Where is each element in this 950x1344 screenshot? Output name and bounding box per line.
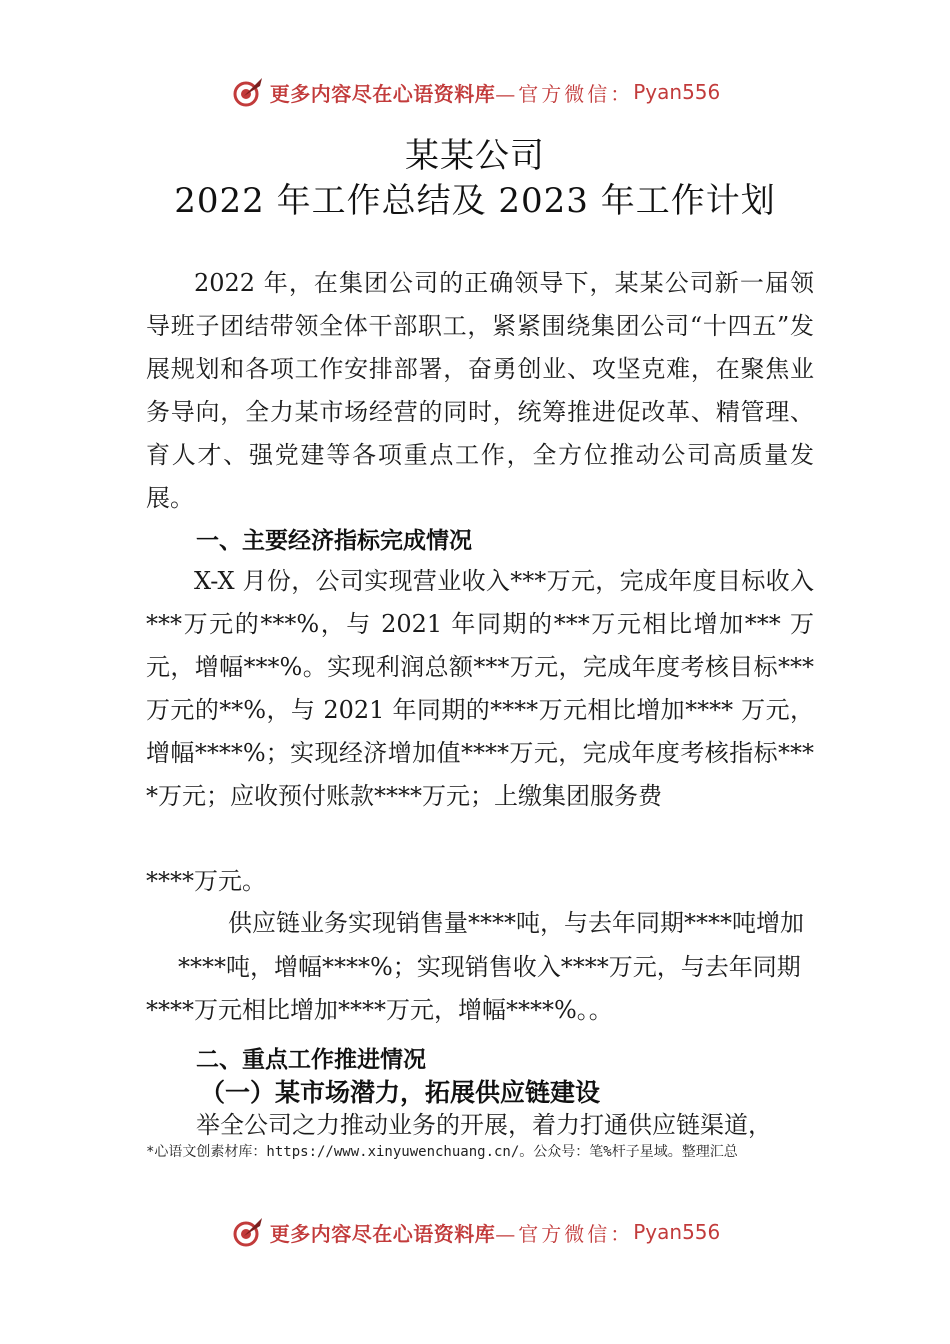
supply-line-2: ****吨，增幅****%；实现销售收入****万元，与去年同期 bbox=[178, 953, 801, 981]
subsection1-first-line: 举全公司之力推动业务的开展，着力打通供应链渠道， bbox=[196, 1111, 772, 1139]
bottom-banner bbox=[0, 1212, 950, 1252]
banner-wechat-label: —官方微信： bbox=[495, 1221, 634, 1246]
section1-heading: 一、主要经济指标完成情况 bbox=[196, 528, 472, 554]
section1-tail: ****万元。 bbox=[146, 867, 266, 895]
document-title-plan: 2022 年工作总结及 2023 年工作计划 bbox=[174, 181, 776, 221]
source-footnote: *心语文创素材库：https://www.xinyuwenchuang.cn/。公众号：笔%杆子星域。整理汇总 bbox=[146, 1144, 738, 1160]
quill-logo-icon bbox=[230, 1214, 266, 1250]
banner-wechat-id: Pyan556 bbox=[633, 80, 721, 104]
section1-paragraph: X-X 月份，公司实现营业收入***万元，完成年度目标收入***万元的***%，与 2021 年同期的***万元相比增加*** 万元，增幅***%。实现利润总额***万元，完成年度考核目标***万元的**%，与 2021 年同期的****万元相比增加**** 万元，增幅****%；实现经济增加值****万元，完成年度考核指标****万元；应收预付账款****万元；上缴集团服务费 bbox=[146, 567, 814, 810]
intro-paragraph: 2022 年，在集团公司的正确领导下，某某公司新一届领导班子团结带领全体干部职工，紧紧围绕集团公司“十四五”发展规划和各项工作安排部署，奋勇创业、攻坚克难，在聚焦业务导向，全力某市场经营的同时，统筹推进促改革、精管理、育人才、强党建等各项重点工作，全方位推动公司高质量发展。 bbox=[146, 269, 814, 512]
section2-heading: 二、重点工作推进情况 bbox=[196, 1047, 426, 1073]
supply-line-3: ****万元相比增加****万元，增幅****%。。 bbox=[146, 996, 613, 1024]
banner-wechat-id: Pyan556 bbox=[633, 1220, 721, 1244]
banner-main-text: 更多内容尽在心语资料库 bbox=[269, 81, 496, 106]
banner-main-text: 更多内容尽在心语资料库 bbox=[269, 1221, 496, 1246]
subsection1-heading: （一）某市场潜力，拓展供应链建设 bbox=[200, 1078, 601, 1107]
banner-wechat-label: —官方微信： bbox=[495, 81, 634, 106]
document-title-company: 某某公司 bbox=[405, 136, 545, 176]
quill-logo-icon bbox=[230, 74, 266, 110]
top-banner bbox=[0, 72, 950, 112]
supply-line-1: 供应链业务实现销售量****吨，与去年同期****吨增加 bbox=[228, 909, 804, 937]
